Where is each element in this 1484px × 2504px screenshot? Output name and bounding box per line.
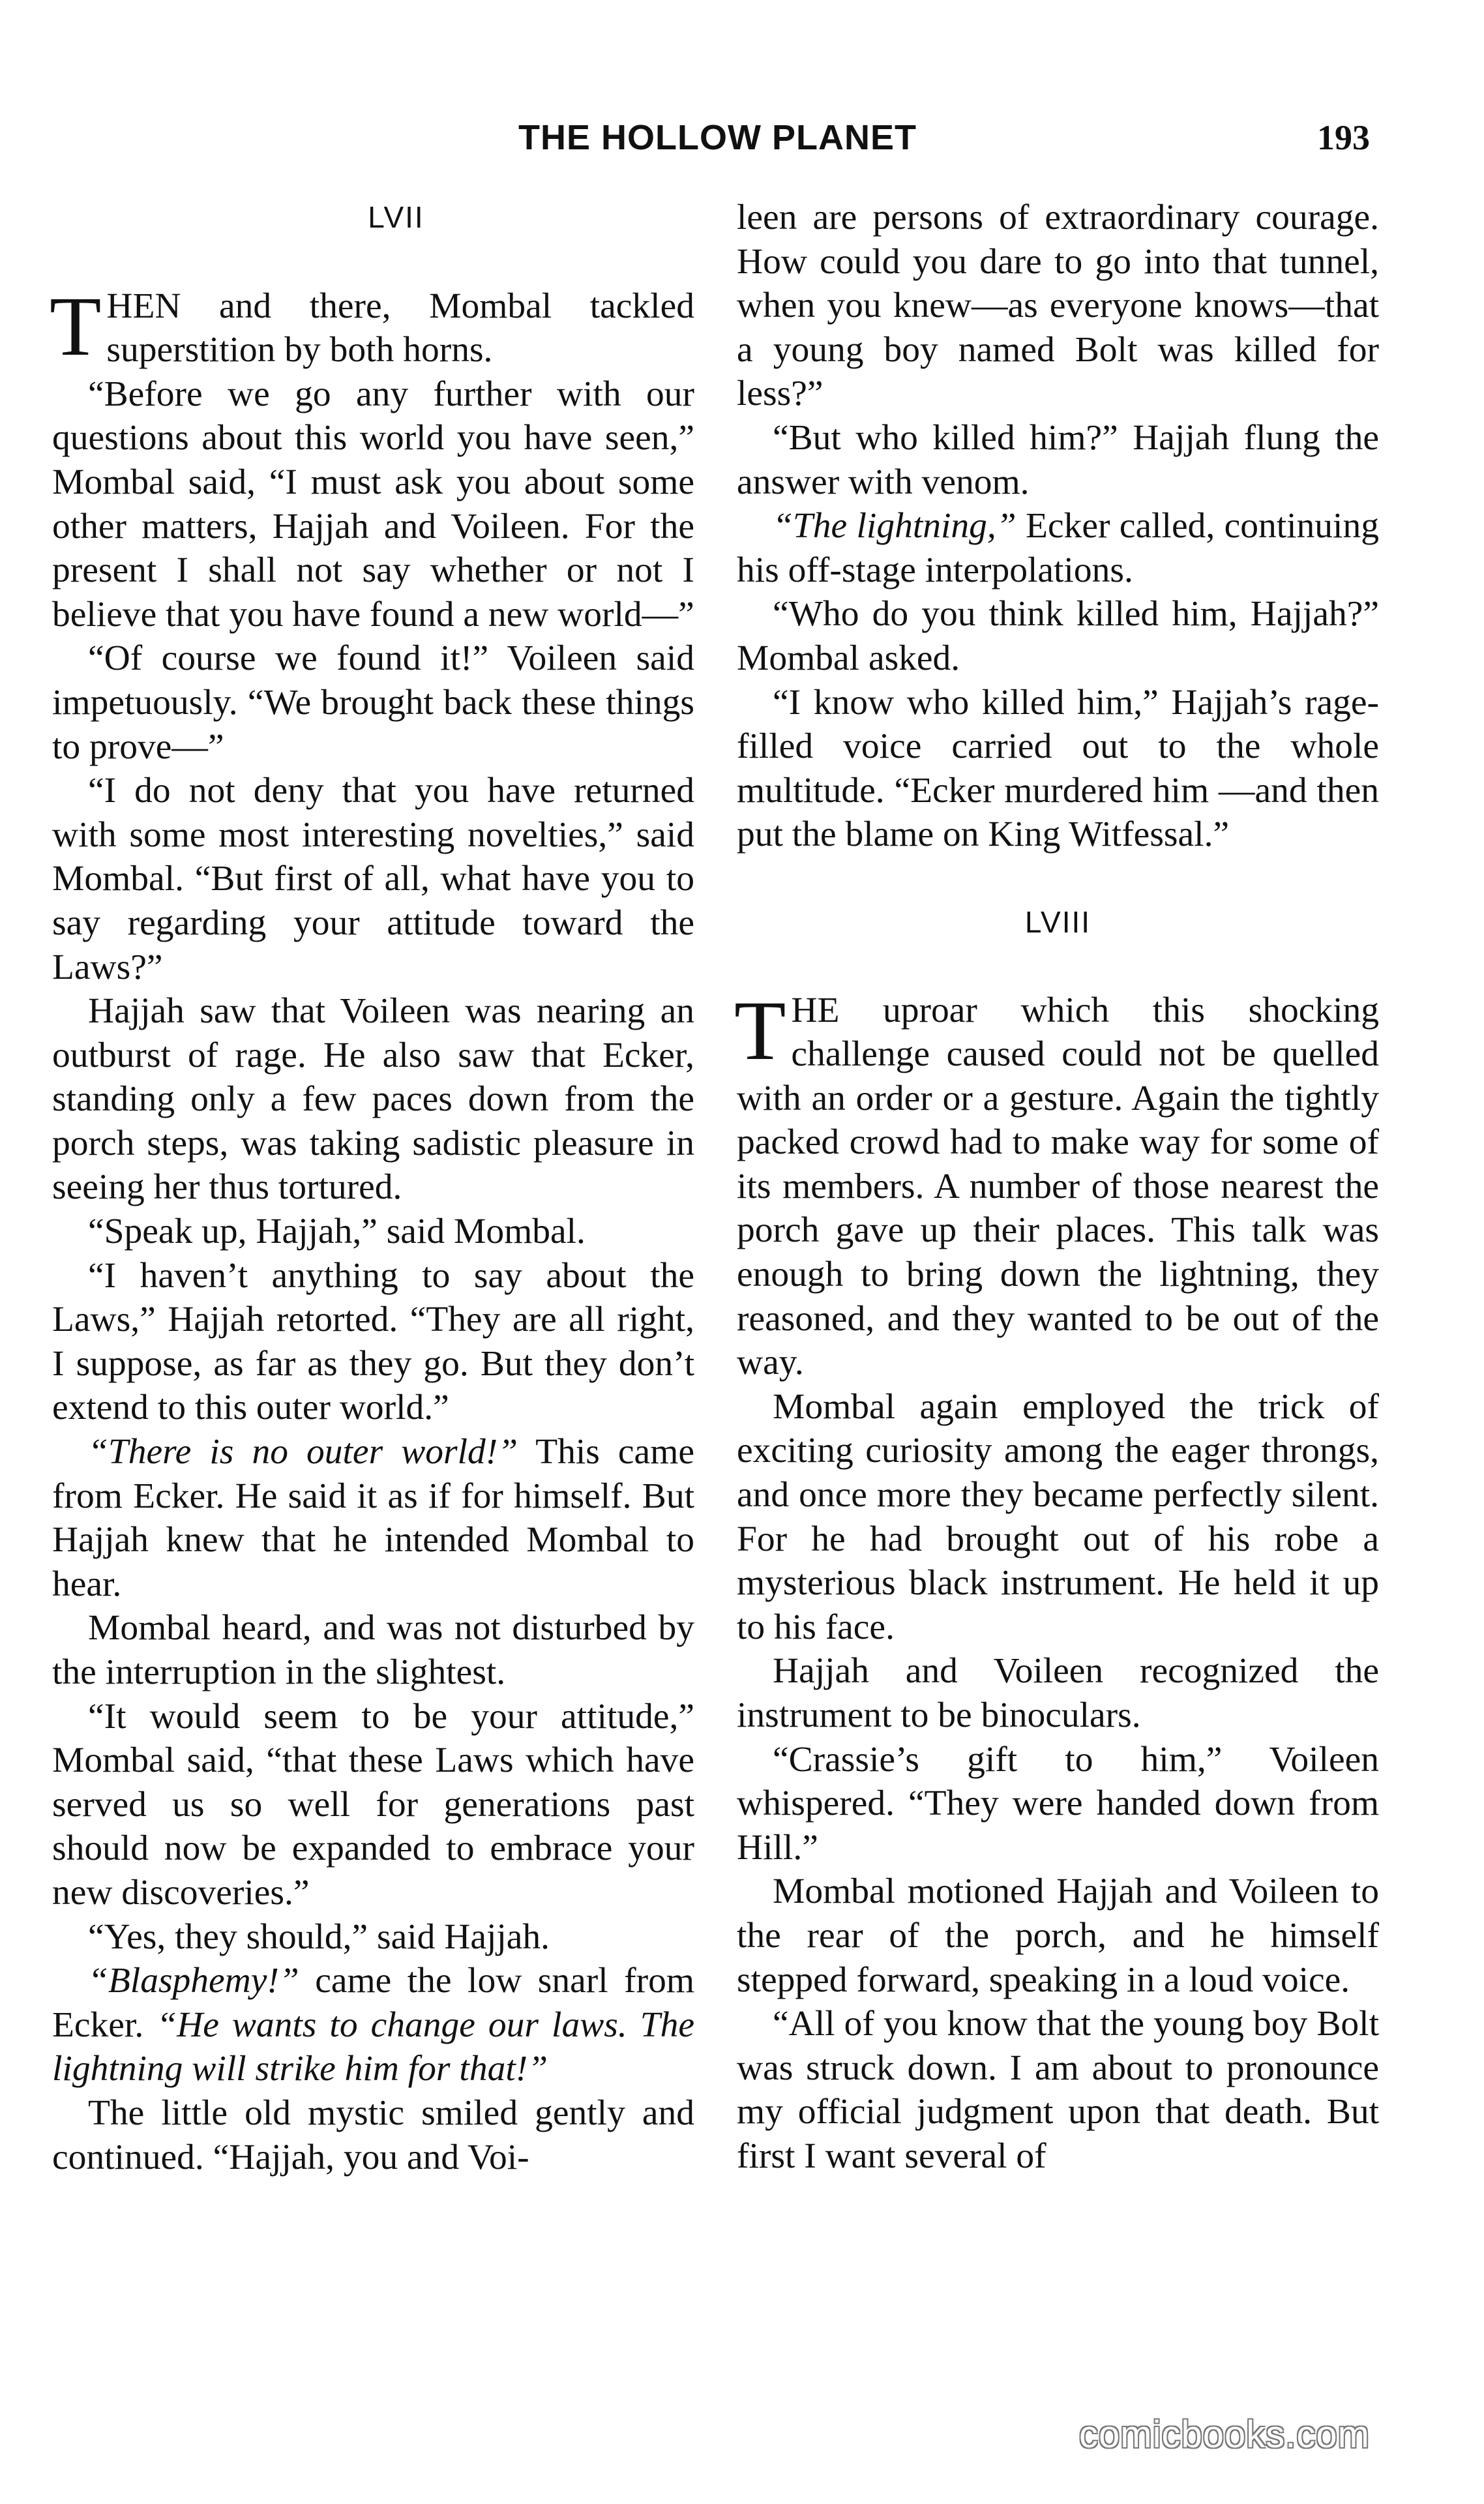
paragraph: Mombal heard, and was not disturbed by the interruption in the slightest. — [52, 1608, 694, 1692]
opening-paragraph: THEN and there, Mombal tackled superstition by both horns. — [50, 279, 694, 374]
left-column — [52, 196, 694, 2179]
right-column — [734, 196, 1379, 2179]
chapter-heading-lvii: LVII — [368, 200, 424, 234]
paragraph: “I do not deny that you have returned with some most interesting novelties,” said Mombal. “But first of all, what have you to say regarding your attitude toward the Laws?” — [52, 771, 694, 987]
paragraph: Mombal motioned Hajjah and Voileen to the rear of the porch, and he himself stepped forward, speaking in a loud voice. — [737, 1871, 1379, 2000]
paragraph: “I know who killed him,” Hajjah’s rage-filled voice carried out to the whole multitude. “Ecker murdered him —and then put the blame on King Witfessal.” — [737, 682, 1379, 855]
paragraph: “But who killed him?” Hajjah flung the answer with venom. — [737, 417, 1379, 502]
italic-quote: “He wants to change our laws. The lightning will strike him for that!” — [52, 2005, 694, 2089]
paragraph: “All of you know that the young boy Bolt was struck down. I am about to pronounce my official judgment upon that death. But first I want several of — [737, 2004, 1379, 2176]
paragraph: “Crassie’s gift to him,” Voileen whispered. “They were handed down from Hill.” — [737, 1739, 1379, 1868]
paragraph: “It would seem to be your attitude,” Mombal said, “that these Laws which have served us so well for generations past should now be expanded to embrace your new discoveries.” — [52, 1696, 694, 1913]
drop-cap: T — [50, 279, 102, 374]
paragraph: Mombal again employed the trick of exciting curiosity among the eager throngs, and once more they became perfectly silent. For he had brought out of his robe a mysterious black instrument. He held it up to his face. — [737, 1386, 1379, 1647]
paragraph: “Who do you think killed him, Hajjah?” Mombal asked. — [737, 594, 1379, 678]
paragraph: “Speak up, Hajjah,” said Mombal. — [88, 1212, 586, 1252]
paragraph: Hajjah and Voileen recognized the instrument to be binoculars. — [737, 1651, 1379, 1735]
opening-caps: HEN — [106, 286, 181, 326]
opening-caps: HE — [791, 990, 840, 1030]
paragraph: “I haven’t anything to say about the Laws,” Hajjah retorted. “They are all right, I suppose, as far as they go. But they don’t extend to this outer world.” — [52, 1255, 694, 1428]
chapter-heading-lviii: LVIII — [1024, 904, 1091, 939]
paragraph: Hajjah saw that Voileen was nearing an outburst of rage. He also saw that Ecker, standing only a few paces down from the porch steps, was taking sadistic pleasure in seeing her thus tortured. — [52, 991, 694, 1208]
paragraph: “Before we go any further with our questions about this world you have seen,” Mombal said, “I must ask you about some other matters, Hajjah and Voileen. For the present I shall not say whether or not I believe that you have found a new world—” — [52, 374, 694, 634]
italic-quote: “The lightning,” — [773, 506, 1017, 546]
paragraph: “There is no outer world!” This came from Ecker. He said it as if for himself. But Hajjah knew that he intended Mombal to hear. — [52, 1432, 694, 1604]
paragraph: “Blasphemy!” came the low snarl from Ecker. “He wants to change our laws. The lightning will strike him for that!” — [52, 1961, 694, 2089]
paragraph: The little old mystic smiled gently and continued. “Hajjah, you and Voi- — [52, 2093, 694, 2177]
italic-quote: “Blasphemy!” — [88, 1961, 299, 2001]
italic-quote: “There is no outer world!” — [88, 1432, 518, 1472]
watermark: comicbooks.com — [1079, 2413, 1370, 2456]
running-title: THE HOLLOW PLANET — [518, 118, 917, 157]
opening-paragraph: THE uproar which this shocking challenge caused could not be quelled with an order or a gesture. Again the tightly packed crowd had to make way for some of its members. A number of those nearest the porch gave up their places. This talk was enough to bring down the lightning, they reasoned, and they wanted to be out of the way. — [734, 983, 1379, 1383]
paragraph: “Yes, they should,” said Hajjah. — [88, 1916, 550, 1957]
page-header — [0, 117, 1484, 170]
paragraph: “The lightning,” Ecker called, continuing his off-stage interpolations. — [737, 506, 1379, 590]
page-number: 193 — [1317, 118, 1370, 157]
paragraph: “Of course we found it!” Voileen said impetuously. “We brought back these things to prove—” — [52, 638, 694, 767]
paragraph: leen are persons of extraordinary courage. How could you dare to go into that tunnel, when you knew—as everyone knows—that a young boy named Bolt was killed for less?” — [737, 198, 1379, 414]
drop-cap: T — [734, 983, 786, 1078]
